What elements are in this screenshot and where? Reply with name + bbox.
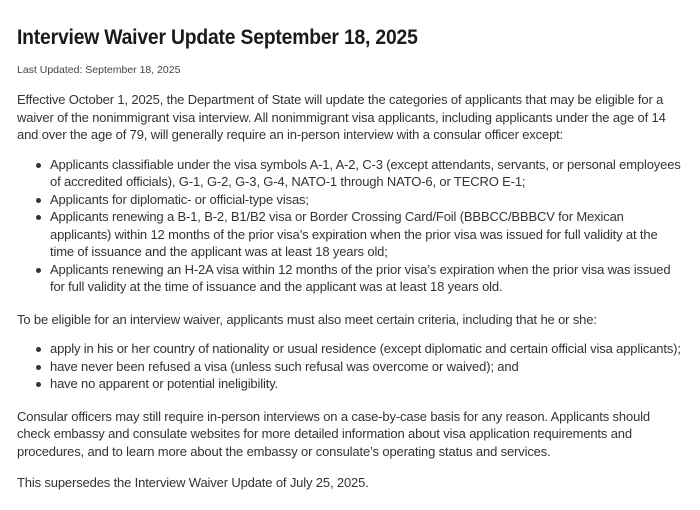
supersedes-note: This supersedes the Interview Waiver Update of July 25, 2025. (17, 475, 369, 490)
last-updated-date: Last Updated: September 18, 2025 (17, 64, 181, 76)
criteria-intro-paragraph: To be eligible for an interview waiver, applicants must also meet certain criteria, including that he or she: (17, 311, 597, 327)
list-item: Applicants renewing a B-1, B-2, B1/B2 visa or Border Crossing Card/Foil (BBBCC/BBBCV for Mexican applicants) within 12 months of the prior visa’s expiration when the prior visa was issued for full validity at the time of issuance and the applicant was at least 18 years old; (50, 208, 682, 261)
list-item: have never been refused a visa (unless such refusal was overcome or waived); and (50, 358, 682, 376)
criteria-list (17, 340, 682, 393)
page-title: Interview Waiver Update September 18, 2025 (17, 26, 418, 49)
list-item: Applicants renewing an H-2A visa within 12 months of the prior visa’s expiration when the prior visa was issued for full validity at the time of issuance and the applicant was at least 18 years old. (50, 261, 682, 296)
list-item: Applicants classifiable under the visa symbols A-1, A-2, C-3 (except attendants, servants, or personal employees of accredited officials), G-1, G-2, G-3, G-4, NATO-1 through NATO-6, or TECRO E-1; (50, 156, 681, 189)
list-item: Applicants for diplomatic- or official-type visas; (50, 191, 682, 209)
exceptions-list (17, 156, 682, 296)
closing-paragraph: Consular officers may still require in-person interviews on a case-by-case basis for any reason. Applicants should check embassy and consulate websites for more detailed information about visa application requirements and procedures, and to learn more about the embassy or consulate’s operating status and services. (17, 408, 650, 459)
list-item: have no apparent or potential ineligibility. (50, 375, 682, 393)
intro-paragraph: Effective October 1, 2025, the Department of State will update the categories of applicants that may be eligible for a waiver of the nonimmigrant visa interview. All nonimmigrant visa applicants, including applicants under the age of 14 and over the age of 79, will generally require an in-person interview with a consular officer except: (17, 92, 666, 142)
list-item: apply in his or her country of nationality or usual residence (except diplomatic and certain official visa applicants); (50, 341, 681, 356)
